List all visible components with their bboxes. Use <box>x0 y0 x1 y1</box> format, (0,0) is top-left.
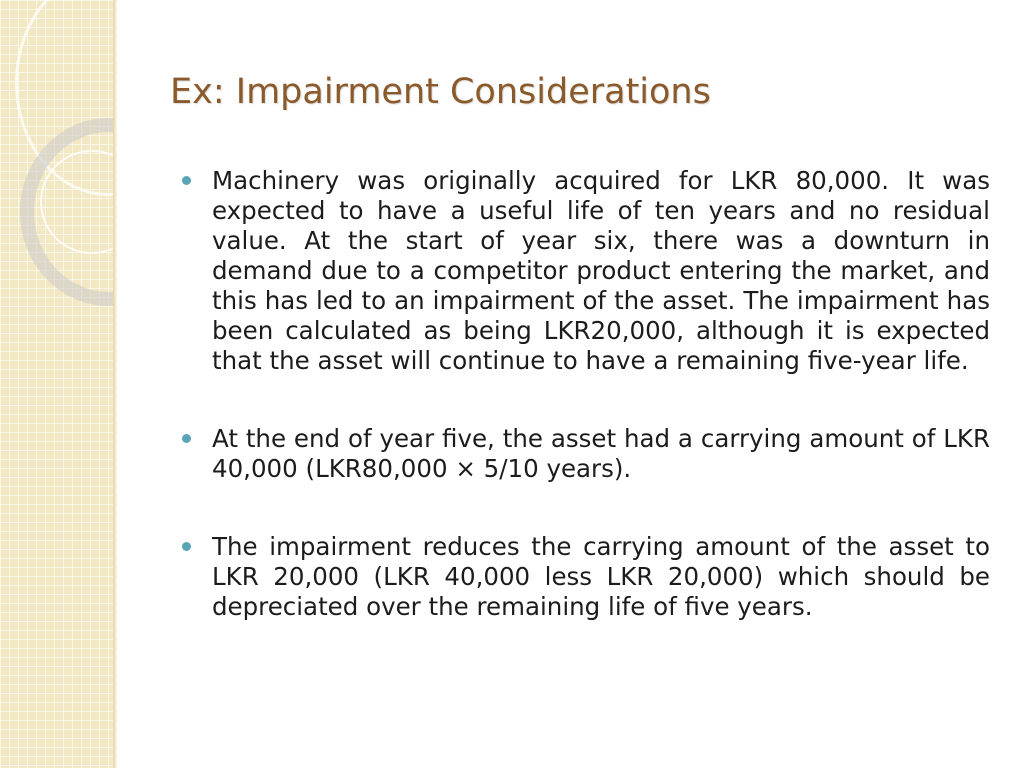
bullet-list <box>182 166 990 670</box>
bullet-text: Machinery was originally acquired for LKR 80,000. It was expected to have a useful life of ten years and no residual value. At the start of year six, there was a downturn in demand due to a competitor product entering the market, and this has led to an impairment of the asset. The impairment has been calculated as being LKR20,000, although it is expected that the asset will continue to have a remaining five-year life. <box>212 166 990 375</box>
side-band-edge <box>113 0 117 768</box>
slide-title: Ex: Impairment Considerations <box>170 72 711 112</box>
bullet-text: At the end of year five, the asset had a carrying amount of LKR 40,000 (LKR80,000 × 5/10 years). <box>212 424 990 483</box>
bullet-dot-icon <box>182 434 191 443</box>
bullet-item <box>182 424 990 484</box>
bullet-text: The impairment reduces the carrying amount of the asset to LKR 20,000 (LKR 40,000 less LKR 20,000) which should be depreciated over the remaining life of five years. <box>212 532 990 621</box>
bullet-item <box>182 166 990 376</box>
bullet-dot-icon <box>182 176 191 185</box>
bullet-dot-icon <box>182 542 191 551</box>
bullet-item <box>182 532 990 622</box>
decorative-side-band <box>0 0 113 768</box>
